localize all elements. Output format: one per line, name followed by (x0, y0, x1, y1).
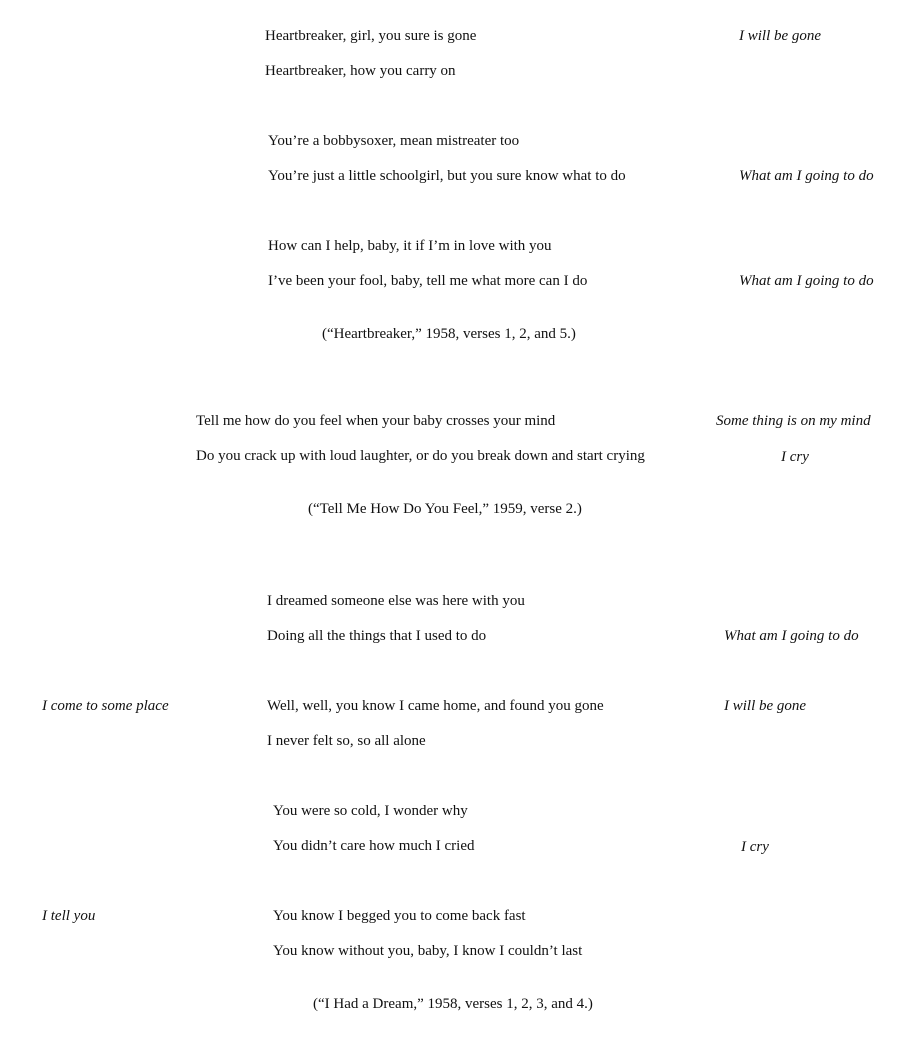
right-note: I cry (741, 839, 769, 855)
lyric-line: You’re just a little schoolgirl, but you sure know what to do (268, 168, 626, 184)
right-note: I cry (781, 449, 809, 465)
lyric-line: Well, well, you know I came home, and found you gone (267, 698, 604, 714)
lyric-line: Doing all the things that I used to do (267, 628, 487, 644)
right-note: I will be gone (739, 28, 822, 44)
song-caption: (“Tell Me How Do You Feel,” 1959, verse 2.) (308, 501, 582, 517)
lyric-line: You know without you, baby, I know I couldn’t last (273, 943, 583, 959)
lyric-line: I’ve been your fool, baby, tell me what more can I do (268, 273, 588, 289)
left-note: I come to some place (42, 698, 169, 714)
lyric-line: Do you crack up with loud laughter, or do you break down and start crying (196, 448, 645, 464)
lyric-line: How can I help, baby, it if I’m in love with you (268, 238, 552, 254)
lyric-line: I never felt so, so all alone (267, 733, 426, 749)
right-note: What am I going to do (739, 273, 874, 289)
lyric-line: You didn’t care how much I cried (273, 838, 475, 854)
lyric-line: You were so cold, I wonder why (273, 803, 468, 819)
lyric-line: I dreamed someone else was here with you (267, 593, 525, 609)
right-note: What am I going to do (724, 628, 859, 644)
right-note: What am I going to do (739, 168, 874, 184)
right-note: Some thing is on my mind (716, 413, 871, 429)
lyric-line: You know I begged you to come back fast (273, 908, 526, 924)
right-note: I will be gone (724, 698, 807, 714)
left-note: I tell you (42, 908, 96, 924)
song-caption: (“I Had a Dream,” 1958, verses 1, 2, 3, and 4.) (313, 996, 593, 1012)
lyric-line: Tell me how do you feel when your baby crosses your mind (196, 413, 556, 429)
lyric-line: Heartbreaker, how you carry on (265, 63, 456, 79)
song-caption: (“Heartbreaker,” 1958, verses 1, 2, and 5.) (322, 326, 576, 342)
lyric-line: You’re a bobbysoxer, mean mistreater too (268, 133, 520, 149)
lyric-line: Heartbreaker, girl, you sure is gone (265, 28, 477, 44)
